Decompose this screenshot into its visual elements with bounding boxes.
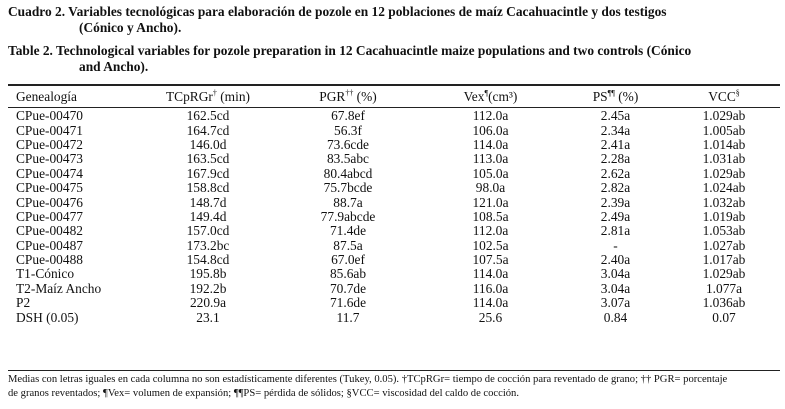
table-cell: 87.5a bbox=[333, 237, 363, 253]
table-cell: 154.8cd bbox=[186, 252, 230, 268]
caption-spanish-line2: (Cónico y Ancho). bbox=[79, 20, 182, 35]
header-genealogia: Genealogía bbox=[16, 89, 77, 104]
table-cell: 108.5a bbox=[472, 208, 509, 224]
table-cell: 2.41a bbox=[600, 136, 631, 152]
table-cell: 2.34a bbox=[600, 122, 631, 138]
table-cell: CPue-00471 bbox=[16, 122, 83, 138]
table-top-rule bbox=[8, 84, 780, 86]
table-cell: 112.0a bbox=[472, 108, 509, 124]
table-row bbox=[8, 195, 780, 209]
table-cell: 3.07a bbox=[600, 295, 631, 311]
table-row bbox=[8, 267, 780, 281]
table-cell: 1.024ab bbox=[702, 180, 746, 196]
footnote-line2: de granos reventados; ¶Vex= volumen de expansión; ¶¶PS= pérdida de sólidos; §VCC= viscosidad del caldo de cocción. bbox=[8, 388, 520, 399]
caption-english bbox=[8, 43, 779, 75]
table-body bbox=[8, 106, 780, 325]
table-cell: 2.40a bbox=[600, 252, 631, 268]
table-cell: 80.4abcd bbox=[323, 165, 373, 181]
table-row bbox=[8, 181, 780, 195]
table-cell: DSH (0.05) bbox=[16, 309, 79, 325]
table-cell: 164.7cd bbox=[186, 122, 230, 138]
variables-table bbox=[8, 88, 780, 325]
table-row bbox=[8, 239, 780, 253]
caption-spanish bbox=[8, 4, 779, 36]
table-cell: P2 bbox=[16, 295, 31, 311]
table-cell: 70.7de bbox=[329, 280, 367, 296]
caption-english-line2: and Ancho). bbox=[79, 59, 149, 74]
table-cell: 192.2b bbox=[189, 280, 227, 296]
caption-english-line1: Table 2. Technological variables for pozole preparation in 12 Cacahuacintle maize populations and two controls (Cónico bbox=[8, 43, 692, 58]
table-cell: 1.029ab bbox=[702, 165, 746, 181]
table-cell: CPue-00476 bbox=[16, 194, 83, 210]
table-row bbox=[8, 138, 780, 152]
table-cell: 105.0a bbox=[472, 165, 509, 181]
table-cell: CPue-00477 bbox=[16, 208, 83, 224]
table-header-row bbox=[8, 88, 780, 106]
table-row bbox=[8, 167, 780, 181]
header-vcc: VCC§ bbox=[708, 88, 740, 104]
table-cell: CPue-00482 bbox=[16, 223, 83, 239]
table-cell: 195.8b bbox=[189, 266, 227, 282]
table-cell: 75.7bcde bbox=[323, 180, 373, 196]
table-cell: T1-Cónico bbox=[16, 266, 75, 282]
table-cell: 158.8cd bbox=[186, 180, 230, 196]
table-row bbox=[8, 253, 780, 267]
table-cell: 2.49a bbox=[600, 208, 631, 224]
table-cell: 56.3f bbox=[334, 122, 362, 138]
table-cell: 1.036ab bbox=[702, 295, 746, 311]
table-cell: 114.0a bbox=[472, 266, 509, 282]
table-cell: T2-Maíz Ancho bbox=[16, 280, 102, 296]
table-cell: 2.62a bbox=[600, 165, 631, 181]
header-pgr: PGR†† (%) bbox=[319, 88, 377, 104]
table-cell: 146.0d bbox=[189, 136, 227, 152]
table-cell: 77.9abcde bbox=[320, 208, 376, 224]
table-cell: 2.39a bbox=[600, 194, 631, 210]
footnote-line1: Medias con letras iguales en cada columna no son estadísticamente diferentes (Tukey, 0.05). †TCpRGr= tiempo de cocción para reventado de grano; †† PGR= porcentaje bbox=[8, 374, 728, 385]
table-cell: 1.029ab bbox=[702, 266, 746, 282]
table-cell: 23.1 bbox=[196, 309, 220, 325]
table-cell: 148.7d bbox=[189, 194, 227, 210]
table-cell: CPue-00474 bbox=[16, 165, 83, 181]
table-row bbox=[8, 210, 780, 224]
table-cell: 149.4d bbox=[189, 208, 227, 224]
table-cell: 112.0a bbox=[472, 223, 509, 239]
table-cell: 73.6cde bbox=[326, 136, 370, 152]
table-cell: 121.0a bbox=[472, 194, 509, 210]
table-cell: 83.5abc bbox=[326, 151, 370, 167]
table-cell: 1.029ab bbox=[702, 108, 746, 124]
table-cell: 71.6de bbox=[329, 295, 367, 311]
table-cell: CPue-00473 bbox=[16, 151, 83, 167]
table-cell: 1.019ab bbox=[702, 208, 746, 224]
table-cell: 3.04a bbox=[600, 280, 631, 296]
table-row bbox=[8, 296, 780, 310]
table-cell: 1.027ab bbox=[702, 237, 746, 253]
table-row bbox=[8, 310, 780, 324]
caption-spanish-line1: Cuadro 2. Variables tecnológicas para elaboración de pozole en 12 poblaciones de maíz Cacahuacintle y dos testigos bbox=[8, 4, 667, 19]
table-cell: 2.81a bbox=[600, 223, 631, 239]
table-cell: 1.031ab bbox=[702, 151, 746, 167]
table-cell: 1.077a bbox=[705, 280, 743, 296]
table-cell: 114.0a bbox=[472, 295, 509, 311]
table-cell: 102.5a bbox=[472, 237, 509, 253]
table-cell: 2.45a bbox=[600, 108, 631, 124]
table-row bbox=[8, 152, 780, 166]
table-cell: 3.04a bbox=[600, 266, 631, 282]
table-cell: 1.014ab bbox=[702, 136, 746, 152]
table-cell: 114.0a bbox=[472, 136, 509, 152]
table-cell: 11.7 bbox=[336, 309, 360, 325]
table-cell: 163.5cd bbox=[186, 151, 230, 167]
table-cell: 1.017ab bbox=[702, 252, 746, 268]
table-cell: 0.84 bbox=[603, 309, 628, 325]
table-cell: 173.2bc bbox=[186, 237, 230, 253]
table-cell: 88.7a bbox=[333, 194, 363, 210]
table-cell: 0.07 bbox=[712, 309, 736, 325]
header-tcprgr: TCpRGr† (min) bbox=[166, 88, 250, 104]
table-cell: 113.0a bbox=[472, 151, 509, 167]
table-cell: CPue-00487 bbox=[16, 237, 83, 253]
table-row bbox=[8, 282, 780, 296]
table-cell: 116.0a bbox=[472, 280, 509, 296]
table-cell: 167.9cd bbox=[186, 165, 230, 181]
table-cell: 71.4de bbox=[329, 223, 367, 239]
table-cell: 25.6 bbox=[478, 309, 503, 325]
table-cell: 2.82a bbox=[600, 180, 631, 196]
table-cell: CPue-00472 bbox=[16, 136, 83, 152]
table-cell: 1.032ab bbox=[702, 194, 746, 210]
header-vex: Vex¶(cm³) bbox=[463, 88, 518, 104]
table-cell: 220.9a bbox=[189, 295, 227, 311]
table-cell: 1.005ab bbox=[702, 122, 746, 138]
table-cell: 67.0ef bbox=[331, 252, 365, 268]
table-cell: 67.8ef bbox=[331, 108, 365, 124]
table-cell: - bbox=[613, 237, 618, 253]
table-bottom-rule bbox=[8, 370, 780, 371]
table-row bbox=[8, 106, 780, 123]
table-row bbox=[8, 224, 780, 238]
table-cell: 2.28a bbox=[600, 151, 631, 167]
table-cell: 98.0a bbox=[475, 180, 506, 196]
table-cell: 157.0cd bbox=[186, 223, 230, 239]
table-cell: 162.5cd bbox=[186, 108, 230, 124]
table-cell: 107.5a bbox=[472, 252, 509, 268]
footnote bbox=[8, 373, 783, 401]
table-cell: CPue-00470 bbox=[16, 108, 83, 124]
table-cell: 85.6ab bbox=[329, 266, 367, 282]
header-ps: PS¶¶ (%) bbox=[592, 88, 639, 104]
table-cell: CPue-00488 bbox=[16, 252, 83, 268]
table-cell: 1.053ab bbox=[702, 223, 746, 239]
table-cell: 106.0a bbox=[472, 122, 509, 138]
table-row bbox=[8, 123, 780, 137]
table-cell: CPue-00475 bbox=[16, 180, 83, 196]
